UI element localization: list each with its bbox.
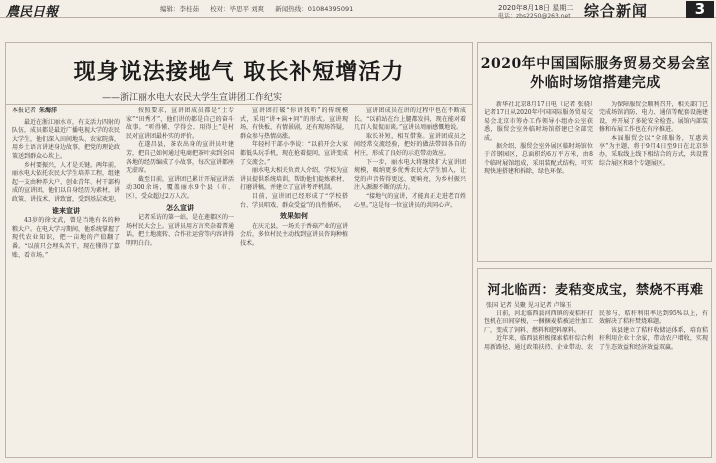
paragraph: 最近在浙江丽水市，有支活力四射的队伍，成员都是最近广播电视大学的农民大学生，他们深入田间地头、农家院落，用乡土语言讲述身边故事，把党的理论政策送到群众心坎上。	[12, 118, 120, 160]
section-subtitle: 怎么宣讲	[166, 202, 194, 212]
newspaper-logo: 農民日報	[6, 5, 59, 20]
feature-subheadline: ——浙江丽水电大农民大学生宣讲团工作纪实	[102, 93, 283, 103]
paragraph: 宣讲团成员在讲的过程中也在不断成长。“以前站在台上腿都发抖，现在能对着几百人侃侃而谈。”宣讲员周丽感慨地说。	[354, 107, 466, 132]
paragraph: “接地气的宣讲，才能真正走进老百姓心里。”这是每一位宣讲员的共同心声。	[354, 192, 466, 209]
contact-email: 电话：zbs2250@263.net	[498, 13, 571, 20]
article-column-2	[126, 107, 234, 447]
paragraph: 丽水电大相关负责人介绍，学校为宣讲员提供系统培训，帮助他们提炼素材、打磨讲稿，并建立了宣讲考评机制。	[240, 167, 348, 192]
paragraph: 近年来，临西县积极探索秸秆综合利用新路径，通过政策扶持、企业带动、农民参与，秸秆利用率达到95%以上，有效解决了秸秆焚烧难题。	[484, 310, 708, 351]
proof-credit: 校对：毕思平 刘爽	[210, 5, 265, 13]
paragraph: 日前，河北临西县河西镇的麦秸秆打包机在田间穿梭，一捆捆麦秸被运往加工厂，变成了饲料、燃料和肥料原料。	[484, 310, 593, 334]
paragraph: 下一步，丽水电大将继续扩大宣讲团规模，吸纳更多优秀农民大学生加入，让党的声音传得更远、更响亮，为乡村振兴注入源源不断的活力。	[354, 158, 466, 192]
news-hotline: 新闻热线：01084395091	[275, 5, 354, 13]
paragraph: 43岁的徐文武，曾是当地有名的种粮大户。在电大学习期间，他系统掌握了现代农业知识，把一亩地的产值翻了番。“以前只会埋头苦干，现在懂得了算账、看市场。”	[12, 217, 120, 259]
paragraph: 该县建立了秸秆收储运体系，培育秸秆利用企业十余家，带动农户增收，实现了生态效益和经济效益双赢。	[599, 326, 708, 351]
byline-prefix: 本报记者	[12, 107, 37, 114]
paragraph: 宣讲团打破“你讲我听”的传统模式，采用“讲+演+问”的形式。宣讲现场，有快板、有情景剧，还有现场答疑，群众参与热情高涨。	[240, 107, 348, 140]
section-subtitle: 效果如何	[280, 211, 308, 221]
paragraph: 本届服贸会以“全球服务，互惠共享”为主题，将于9月4日至9日在北京举办，采取线上线下相结合的方式，共设置综合展区和8个专题展区。	[599, 134, 708, 167]
paragraph: 目前，宣讲团已经形成了“学校搭台、学员唱戏、群众受益”的良性循环。	[240, 192, 348, 209]
paragraph: 取长补短，相互借鉴。宣讲团成员之间经常交流经验，把好的做法带回各自的村庄，形成了良好的示范带动效应。	[354, 132, 466, 157]
article-column-1	[12, 107, 120, 447]
paragraph: 在庆元县，一场关于香菇产业的宣讲会后，多位村民主动找到宣讲员咨询种植技术。	[240, 222, 348, 247]
services-trade-body	[484, 101, 708, 259]
masthead	[0, 0, 716, 18]
paragraph: 按照要求，宣讲团成员都是“土专家”“田秀才”，他们讲的都是自己的奋斗故事。“听得懂、学得会、用得上”是村民对宣讲团最朴实的评价。	[126, 107, 234, 140]
byline-name: 朱海洋	[39, 107, 58, 114]
editor-credit: 编辑：李桂茹	[160, 5, 199, 13]
issue-date: 2020年8月18日 星期二	[498, 4, 574, 12]
straw-byline: 张国 记者 吴聚 见习记者 卢锦玉	[486, 302, 572, 309]
services-trade-article	[477, 42, 712, 262]
article-column-4	[354, 107, 466, 447]
paragraph: 年轻村干部小李说：“以前开会大家都低头玩手机，现在抢着提问，宣讲变成了交流会。”	[240, 141, 348, 166]
page-number: 3	[686, 1, 714, 18]
feature-headline: 现身说法接地气 取长补短增活力	[73, 59, 405, 85]
paragraph: 为保障服贸会顺利召开，相关部门已完成场馆消防、电力、通信等配套设施建设，并开展了多轮安全检查。展馆内部装修和布展工作也在有序推进。	[599, 101, 708, 134]
section-title: 综合新闻	[584, 2, 649, 20]
article-column-3	[240, 107, 348, 447]
paragraph: 据介绍，服贸会室外展区临时场馆位于首钢园区，总面积约6万平方米，由8个临时展馆组成，采用装配式结构，可实现快速搭建和拆除，绿色环保。	[484, 143, 593, 176]
feature-header	[6, 43, 472, 105]
feature-article	[5, 42, 473, 458]
byline	[12, 107, 120, 116]
straw-body	[484, 310, 708, 454]
paragraph: 乡村要振兴，人才是关键。两年前，丽水电大依托农民大学生培养工程，组建起一支由种养大户、创业青年、村干部构成的宣讲团，他们以自身经历为素材，讲政策、讲技术、讲致富，受到基层欢迎。	[12, 161, 120, 203]
services-trade-headline: 2020年中国国际服务贸易交易会室外临时场馆搭建完成	[480, 56, 711, 91]
paragraph: 在遂昌县，茶农出身的宣讲员叶建芳，把自己如何通过电商把茶叶卖到全国各地的经历编成了小故事，每次宣讲都座无虚席。	[126, 141, 234, 175]
paragraph: 截至目前，宣讲团已累计开展宣讲活动300余场，覆盖丽水9个县（市、区），受众超过2万人次。	[126, 175, 234, 200]
masthead-meta	[160, 4, 362, 13]
straw-article	[477, 268, 712, 458]
paragraph: 记者采访的第一站，是在莲都区的一场村民大会上。宣讲员用方言夹杂着普通话，把土地流转、合作社运营等内容讲得明明白白。	[126, 214, 234, 247]
straw-headline: 河北临西：麦秸变成宝，禁烧不再难	[487, 283, 704, 298]
section-subtitle: 谁来宣讲	[52, 205, 80, 215]
paragraph: 新华社北京8月17日电（记者 张骁）记者17日从2020年中国国际服务贸易交易会北京市筹办工作领导小组办公室获悉，服贸会室外临时场馆搭建已全部完成。	[484, 101, 593, 142]
